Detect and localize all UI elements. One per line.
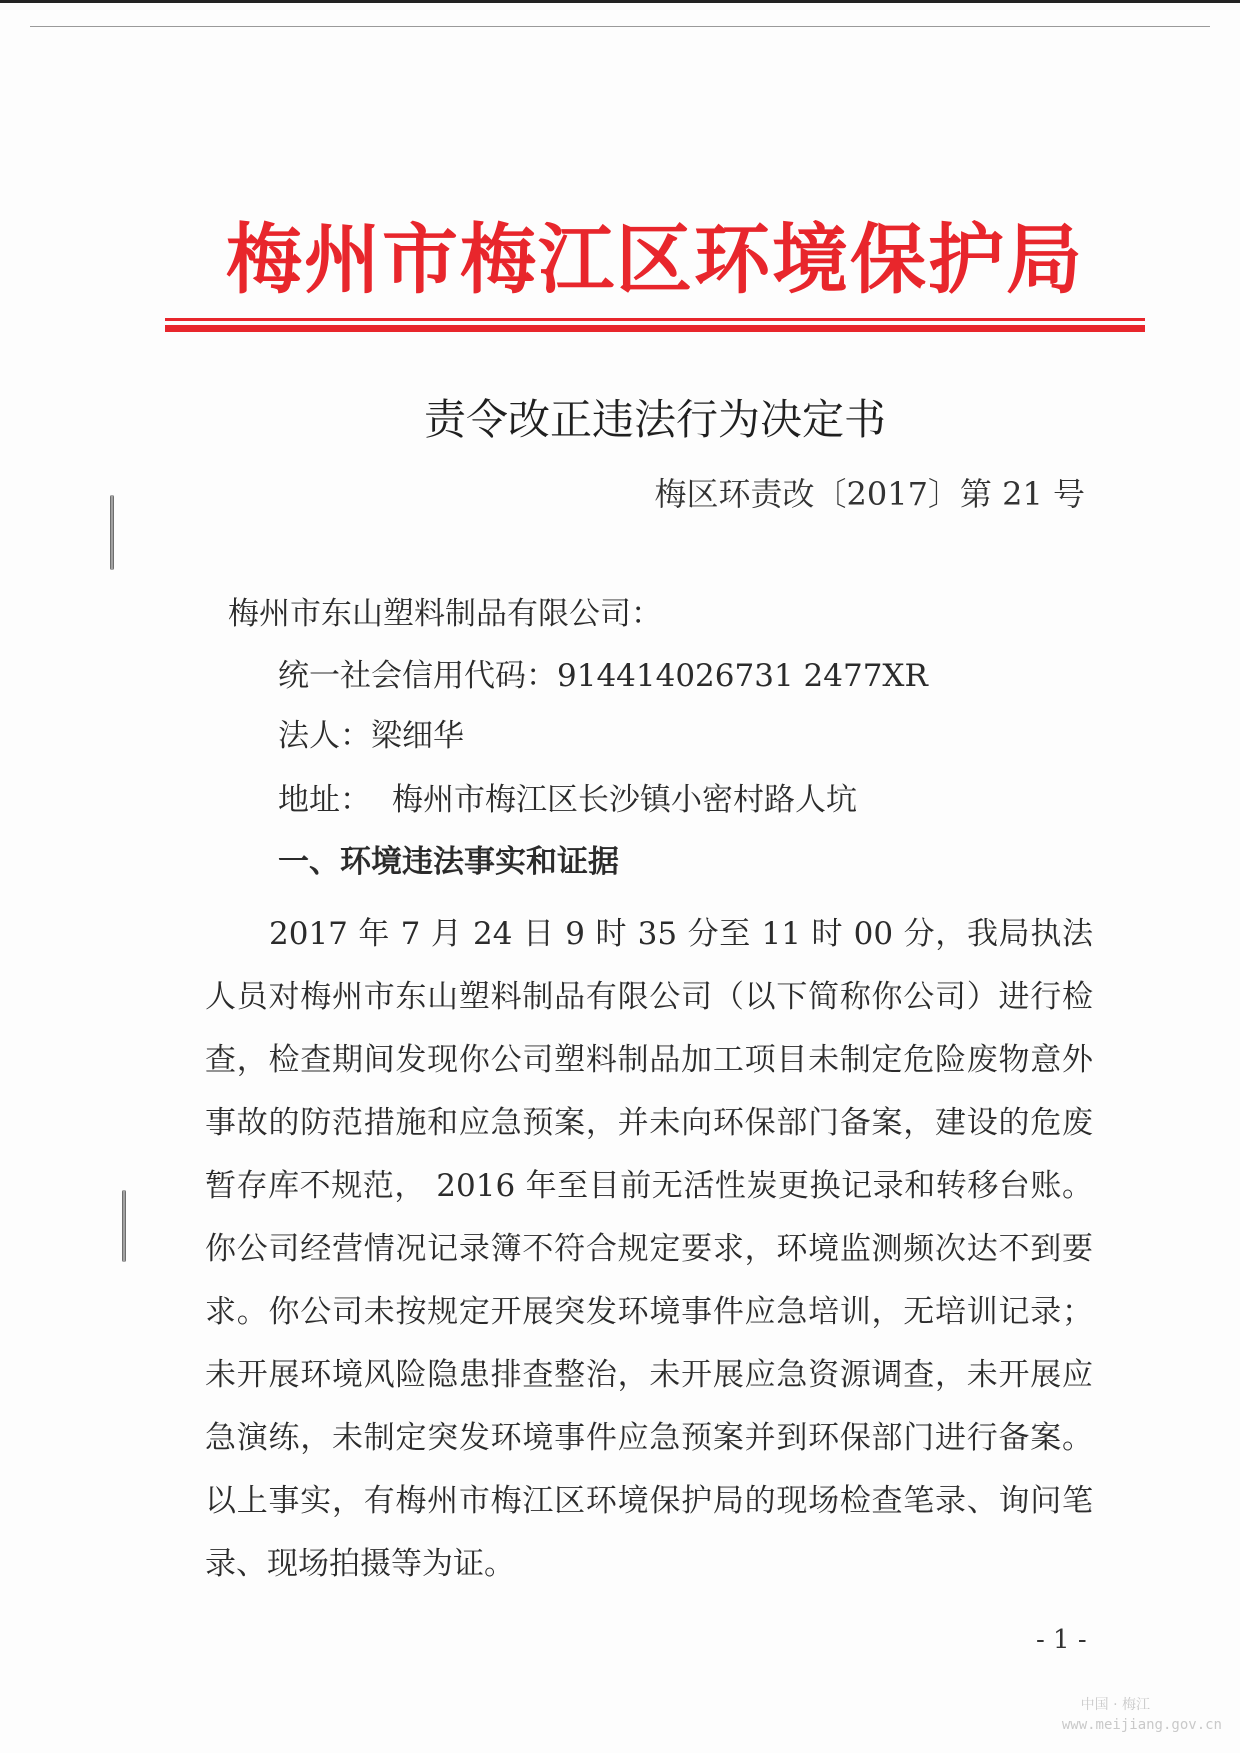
watermark-url: www.meijiang.gov.cn (1061, 1717, 1222, 1733)
watermark (1062, 1695, 1222, 1735)
scan-edge (0, 0, 1240, 3)
section-heading: 一、环境违法事实和证据 (278, 844, 619, 880)
addressee: 梅州市东山塑料制品有限公司： (228, 596, 662, 632)
body-paragraph: 2017 年 7 月 24 日 9 时 35 分至 11 时 00 分，我局执法人员对梅州市东山塑料制品有限公司（以下简称你公司）进行检查，检查期间发现你公司塑料制品加工项目未制定危险废物意外事故的防范措施和应急预案，并未向环保部门备案，建设的危废暂存库不规范， 2016 年至目前无活性炭更换记录和转移台账。你公司经营情况记录簿不符合规定要求，环境监测频次达不到要求。你公司未按规定开展突发环境事件应急培训，无培训记录；未开展环境风险隐患排查整治，未开展应急资源调查，未开展应急演练，未制定突发环境事件应急预案并到环保部门进行备案。以上事实，有梅州市梅江区环境保护局的现场检查笔录、询问笔录、现场拍摄等为证。 (205, 916, 1093, 1582)
page-number: - 1 - (1036, 1625, 1087, 1655)
legal-representative: 法人：梁细华 (278, 718, 464, 754)
credit-code: 统一社会信用代码：914414026731 2477XR (278, 658, 928, 694)
document-title: 责令改正违法行为决定书 (423, 395, 886, 444)
document-number: 梅区环责改〔2017〕第 21 号 (654, 475, 1085, 513)
letterhead-rule-thick (165, 325, 1145, 332)
scan-line (30, 26, 1210, 27)
watermark-name: 中国 · 梅江 (1080, 1697, 1150, 1713)
staple-mark (122, 1190, 126, 1262)
staple-mark (110, 495, 114, 570)
address-value: 梅州市梅江区长沙镇小密村路人坑 (392, 782, 857, 818)
letterhead-rule-thin (165, 318, 1145, 321)
letterhead: 梅州市梅江区环境保护局 (226, 215, 1084, 304)
address-label: 地址： (278, 782, 371, 818)
